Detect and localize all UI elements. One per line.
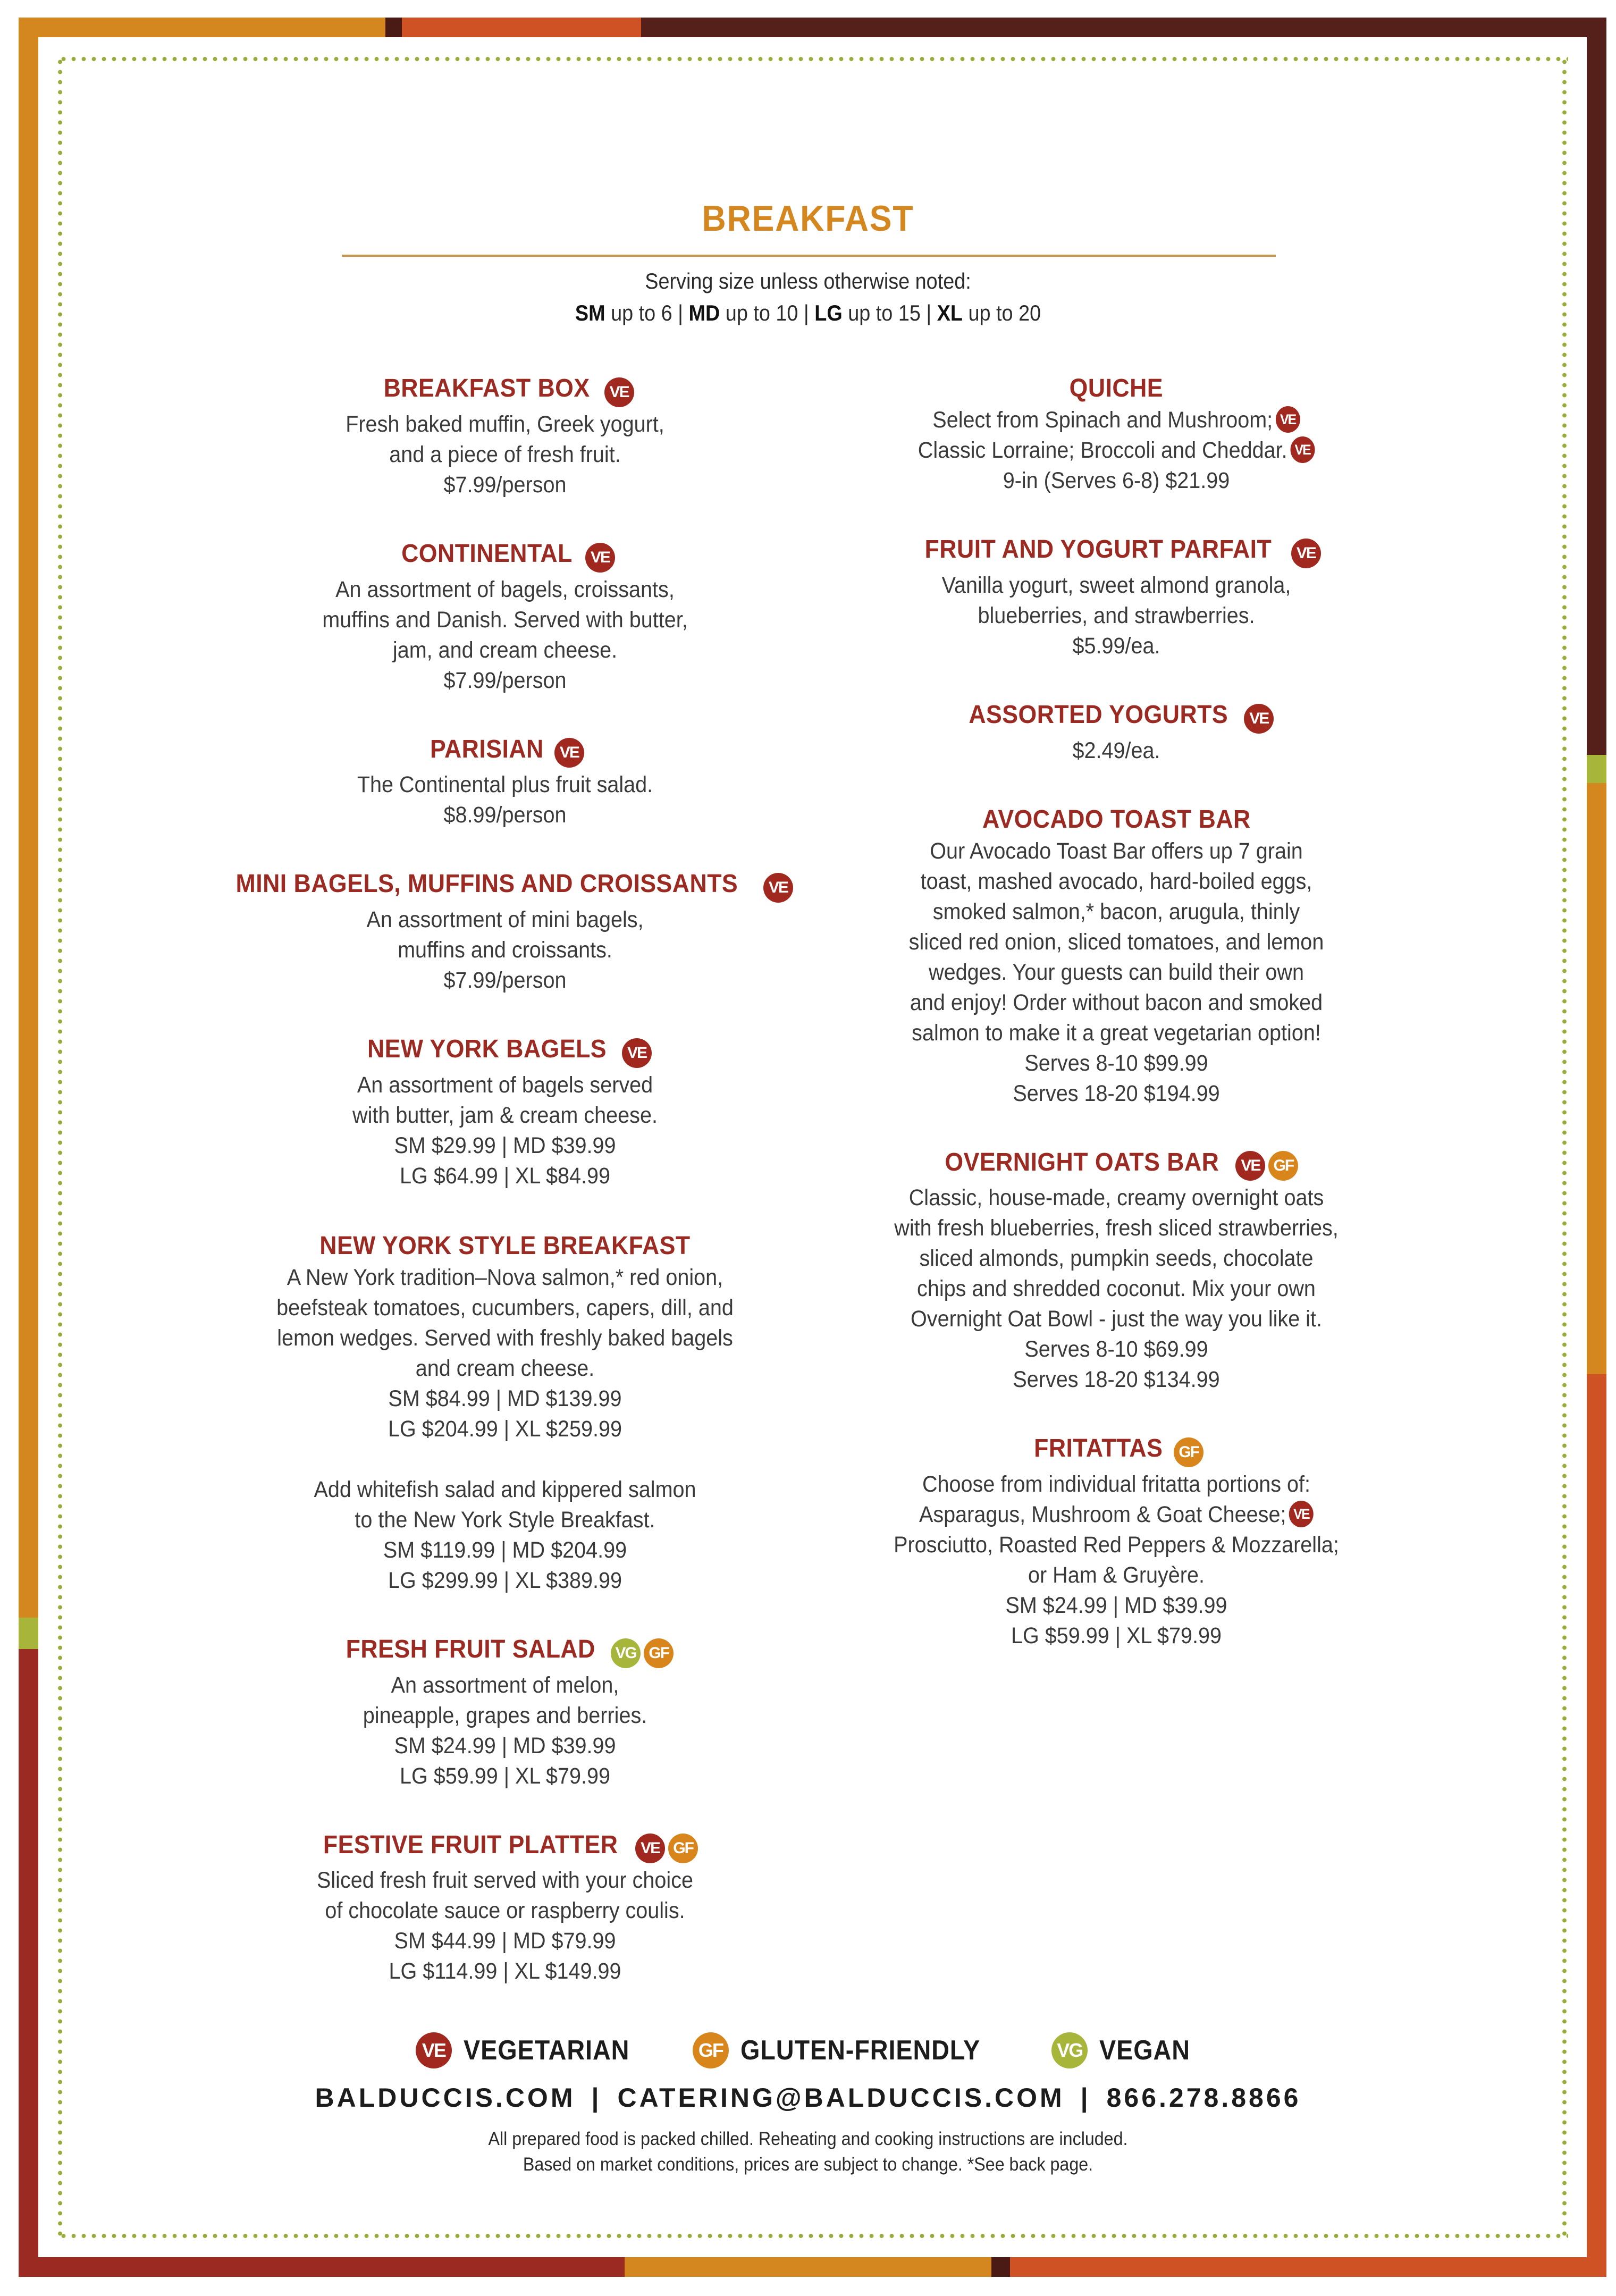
right-bar-brown [1587, 18, 1606, 755]
menu-item-description [845, 927, 1387, 957]
vegetarian-badge-icon: VE [1291, 539, 1321, 568]
size-range: up to 20 [962, 300, 1041, 325]
line-text: lemon wedges. Served with freshly baked bagels [277, 1325, 733, 1351]
menu-item-title: ASSORTED YOGURTS [969, 700, 1228, 729]
menu-item-description [845, 836, 1387, 867]
menu-item-description [845, 601, 1387, 631]
menu-item-title-row [821, 533, 1411, 570]
menu-item-title-row [210, 868, 800, 905]
menu-item [210, 1633, 800, 1792]
bottom-bar-divider [991, 2257, 1010, 2277]
menu-item [210, 868, 800, 996]
page-title: BREAKFAST [702, 198, 914, 239]
phone-number[interactable]: 866.278.8866 [1106, 2083, 1301, 2113]
line-text: An assortment of melon, [391, 1672, 619, 1698]
line-text: salmon to make it a great vegetarian option! [912, 1020, 1321, 1046]
line-text: smoked salmon,* bacon, arugula, thinly [932, 898, 1300, 924]
menu-item-title: OVERNIGHT OATS BAR [945, 1148, 1219, 1176]
menu-item [821, 803, 1411, 1109]
line-text: Our Avocado Toast Bar offers up 7 grain [930, 838, 1303, 864]
line-text: wedges. Your guests can build their own [929, 959, 1304, 985]
line-text: pineapple, grapes and berries. [363, 1702, 647, 1728]
gluten-friendly-badge-icon: GF [1174, 1437, 1203, 1467]
line-text: and a piece of fresh fruit. [389, 441, 621, 467]
line-text: Serves 18-20 $194.99 [1013, 1080, 1220, 1106]
line-text: Overnight Oat Bowl - just the way you like it. [911, 1306, 1322, 1332]
line-text: Fresh baked muffin, Greek yogurt, [346, 411, 664, 437]
menu-item [210, 537, 800, 696]
line-text: Classic, house-made, creamy overnight oats [908, 1185, 1324, 1211]
size-separator: | [672, 300, 689, 325]
menu-item-price [233, 1131, 776, 1161]
menu-item-price [233, 965, 776, 996]
dotted-border-top [58, 57, 1568, 61]
menu-item-price [233, 1956, 776, 1987]
line-text: muffins and Danish. Served with butter, [322, 607, 688, 633]
line-text: Sliced fresh fruit served with your choice [317, 1868, 693, 1894]
menu-item-description [845, 1243, 1387, 1274]
menu-item-title-row [210, 537, 800, 575]
menu-item-description [233, 409, 776, 440]
menu-item-title-row [821, 1146, 1411, 1183]
serving-note: Serving size unless otherwise noted: [645, 268, 971, 293]
line-text: $8.99/person [443, 802, 567, 828]
menu-item-title-row [210, 1230, 800, 1263]
line-text: A New York tradition–Nova salmon,* red onion, [287, 1264, 723, 1290]
line-text: Prosciutto, Roasted Red Peppers & Mozzarella; [894, 1532, 1339, 1558]
menu-item-description [845, 957, 1387, 988]
line-text: SM $29.99 | MD $39.99 [394, 1132, 616, 1158]
menu-item-title: BREAKFAST BOX [383, 374, 590, 402]
menu-item-title-row [821, 803, 1411, 836]
menu-item-title-row [210, 1829, 800, 1866]
line-text: Asparagus, Mushroom & Goat Cheese; [919, 1502, 1286, 1528]
menu-item-title-row [210, 1633, 800, 1670]
line-text: muffins and croissants. [398, 937, 612, 963]
menu-item [210, 1829, 800, 1987]
dotted-border-bottom [58, 2234, 1568, 2238]
line-text: Serves 8-10 $99.99 [1024, 1050, 1208, 1076]
menu-item-description [233, 605, 776, 635]
menu-item-price [845, 631, 1387, 661]
line-text: blueberries, and strawberries. [978, 602, 1255, 628]
menu-item-description [845, 1560, 1387, 1591]
menu-item-description [845, 988, 1387, 1018]
menu-item-description [233, 1293, 776, 1323]
menu-item-price [233, 1161, 776, 1191]
line-text: $7.99/person [443, 667, 567, 693]
menu-item-price [233, 1926, 776, 1956]
menu-item-price [845, 1365, 1387, 1395]
contact-line [0, 2082, 1616, 2113]
line-text: SM $44.99 | MD $79.99 [394, 1928, 616, 1954]
menu-item-title: NEW YORK STYLE BREAKFAST [319, 1231, 691, 1260]
legend-item [693, 2032, 1007, 2068]
menu-item-description [845, 1304, 1387, 1334]
vegetarian-badge-icon: VE [1289, 1501, 1314, 1527]
line-text: $2.49/ea. [1072, 737, 1160, 763]
menu-item-description [845, 1018, 1387, 1048]
menu-item-description [845, 1274, 1387, 1304]
line-text: $7.99/person [443, 968, 567, 994]
menu-item-description [233, 1070, 776, 1100]
menu-item-description [233, 1323, 776, 1353]
menu-item-description [233, 935, 776, 965]
dietary-legend [0, 2032, 1616, 2068]
line-text: jam, and cream cheese. [392, 637, 618, 663]
menu-item-description [845, 1530, 1387, 1560]
menu-item-price [845, 736, 1387, 766]
menu-item-description [233, 1505, 776, 1535]
menu-item-price [233, 1384, 776, 1414]
menu-item-description [845, 405, 1387, 435]
menu-item-price [233, 1535, 776, 1566]
size-separator: | [798, 300, 815, 325]
menu-item-description [233, 575, 776, 605]
size-range: up to 15 [842, 300, 921, 325]
size-code: MD [688, 300, 720, 325]
line-text: toast, mashed avocado, hard-boiled eggs, [920, 868, 1312, 894]
menu-item-title: AVOCADO TOAST BAR [982, 805, 1251, 834]
menu-item-description [845, 570, 1387, 601]
top-bar-orange [19, 18, 385, 37]
menu-column-right [821, 372, 1411, 1651]
menu-item-price [233, 1761, 776, 1792]
size-separator: | [920, 300, 937, 325]
menu-item-title: PARISIAN [430, 735, 544, 763]
menu-item [210, 1230, 800, 1596]
vegetarian-badge-icon: VE [635, 1834, 665, 1863]
menu-item-title: NEW YORK BAGELS [367, 1035, 607, 1064]
gluten-friendly-badge-icon: GF [668, 1834, 698, 1863]
size-code: LG [814, 300, 843, 325]
line-text: The Continental plus fruit salad. [357, 772, 653, 798]
menu-item-title-row [210, 1033, 800, 1070]
vegetarian-badge-icon: VE [1235, 1151, 1265, 1181]
line-text: Classic Lorraine; Broccoli and Cheddar. [918, 438, 1287, 463]
size-range: up to 6 [605, 300, 672, 325]
menu-column-left [210, 372, 800, 1987]
menu-item-title-row [821, 1432, 1411, 1469]
vegetarian-badge-icon: VE [604, 377, 634, 407]
legend-label: VEGETARIAN [463, 2035, 630, 2066]
line-text: with fresh blueberries, fresh sliced strawberries, [894, 1215, 1339, 1241]
bottom-bar-orange [625, 2257, 991, 2277]
menu-item-title: MINI BAGELS, MUFFINS AND CROISSANTS [235, 870, 738, 898]
menu-item-title: CONTINENTAL [401, 539, 573, 568]
email-link[interactable]: CATERING@BALDUCCIS.COM [617, 2083, 1065, 2113]
menu-item [210, 1033, 800, 1191]
menu-item-description [233, 635, 776, 666]
line-text: LG $114.99 | XL $149.99 [389, 1958, 621, 1984]
menu-item [821, 1432, 1411, 1651]
dotted-border-left [58, 57, 62, 2238]
line-text: sliced almonds, pumpkin seeds, chocolate [919, 1246, 1314, 1272]
vegan-badge-icon: VG [1051, 2032, 1088, 2068]
menu-item-description [233, 1100, 776, 1131]
vegetarian-badge-icon: VE [763, 873, 793, 903]
legend-item [416, 2032, 648, 2068]
legend-label: GLUTEN-FRIENDLY [740, 2035, 981, 2066]
size-range: up to 10 [720, 300, 798, 325]
gluten-friendly-badge-icon: GF [693, 2032, 729, 2068]
right-bar-orange [1587, 783, 1606, 1374]
line-text: SM $24.99 | MD $39.99 [1005, 1593, 1227, 1619]
line-text: Vanilla yogurt, sweet almond granola, [941, 572, 1291, 598]
menu-item [821, 372, 1411, 496]
menu-item-description [845, 435, 1387, 466]
serving-sizes [81, 300, 1535, 326]
line-text: An assortment of mini bagels, [366, 907, 644, 933]
line-text: LG $204.99 | XL $259.99 [388, 1416, 622, 1442]
menu-item-description [845, 1469, 1387, 1500]
menu-item-price [233, 1414, 776, 1444]
footnote-pricing: Based on market conditions, prices are subject to change. *See back page. [523, 2154, 1093, 2175]
line-text: to the New York Style Breakfast. [355, 1507, 655, 1533]
line-text: LG $299.99 | XL $389.99 [388, 1567, 622, 1593]
menu-item-description [233, 1896, 776, 1926]
menu-item-description [233, 1475, 776, 1505]
left-bar-red [19, 1649, 38, 2277]
vegetarian-badge-icon: VE [554, 738, 584, 768]
menu-item-price [845, 1079, 1387, 1109]
vegetarian-badge-icon: VE [1276, 406, 1300, 433]
menu-item [821, 1146, 1411, 1395]
website-link[interactable]: BALDUCCIS.COM [315, 2083, 576, 2113]
line-text: $5.99/ea. [1072, 633, 1160, 659]
vegetarian-badge-icon: VE [416, 2032, 452, 2068]
menu-item [210, 372, 800, 500]
line-text: beefsteak tomatoes, cucumbers, capers, dill, and [276, 1294, 734, 1321]
menu-item [821, 533, 1411, 661]
menu-item-title: FRUIT AND YOGURT PARFAIT [924, 535, 1272, 564]
top-bar-red-orange [402, 18, 641, 37]
top-bar-brown [641, 18, 1606, 37]
line-text: Serves 18-20 $134.99 [1013, 1367, 1220, 1393]
size-code: XL [937, 300, 963, 325]
dotted-border-right [1562, 57, 1567, 2238]
menu-item-description [845, 1183, 1387, 1213]
vegetarian-badge-icon: VE [1290, 436, 1315, 463]
menu-item-title-row [210, 733, 800, 770]
right-bar-green [1587, 755, 1606, 783]
menu-item-description [233, 440, 776, 470]
line-text: An assortment of bagels, croissants, [335, 576, 675, 602]
menu-item-price [845, 1591, 1387, 1621]
line-text: LG $59.99 | XL $79.99 [1011, 1623, 1222, 1649]
line-text: SM $84.99 | MD $139.99 [388, 1385, 622, 1411]
menu-item [821, 699, 1411, 766]
contact-separator: | [1080, 2083, 1091, 2113]
menu-item-price [233, 1566, 776, 1596]
size-code: SM [575, 300, 605, 325]
line-text: $7.99/person [443, 472, 567, 498]
menu-item-price [233, 470, 776, 500]
legend-label: VEGAN [1099, 2035, 1191, 2066]
line-text: LG $64.99 | XL $84.99 [400, 1163, 610, 1189]
menu-item-price [845, 466, 1387, 496]
menu-item-title: QUICHE [1069, 374, 1164, 402]
menu-item-description [845, 867, 1387, 897]
line-text: chips and shredded coconut. Mix your own [917, 1276, 1316, 1302]
legend-item [1051, 2032, 1200, 2068]
menu-item-description [233, 770, 776, 800]
menu-item-description [845, 897, 1387, 927]
top-bar-divider [385, 18, 402, 37]
left-bar-green [19, 1618, 38, 1649]
bottom-bar-red-orange [1010, 2257, 1606, 2277]
menu-item-price [845, 1048, 1387, 1079]
menu-item-price [845, 1621, 1387, 1651]
line-text: Serves 8-10 $69.99 [1024, 1336, 1208, 1363]
line-text: 9-in (Serves 6-8) $21.99 [1003, 468, 1230, 493]
menu-item-description [233, 1670, 776, 1701]
left-bar-orange [19, 18, 38, 1618]
menu-item-description [845, 1500, 1387, 1530]
footnote-packing: All prepared food is packed chilled. Reheating and cooking instructions are included. [488, 2129, 1128, 2149]
menu-item-description [233, 1353, 776, 1384]
menu-item-title-row [821, 699, 1411, 736]
menu-item-title: FESTIVE FRUIT PLATTER [323, 1830, 618, 1859]
line-text: SM $119.99 | MD $204.99 [383, 1537, 627, 1563]
menu-item-description [233, 1444, 776, 1475]
line-text: Select from Spinach and Mushroom; [932, 407, 1273, 433]
menu-item-title: FRITATTAS [1033, 1434, 1163, 1463]
menu-item [210, 733, 800, 831]
line-text: An assortment of bagels served [357, 1072, 653, 1098]
menu-item-title-row [210, 372, 800, 409]
line-text: or Ham & Gruyère. [1028, 1562, 1205, 1588]
line-text: with butter, jam & cream cheese. [352, 1102, 658, 1128]
line-text: LG $59.99 | XL $79.99 [400, 1763, 610, 1789]
menu-item-price [845, 1334, 1387, 1365]
right-bar-red-orange [1587, 1374, 1606, 2277]
title-divider [342, 255, 1276, 257]
line-text: Choose from individual fritatta portions of: [922, 1471, 1311, 1498]
vegetarian-badge-icon: VE [585, 543, 615, 573]
line-text: sliced red onion, sliced tomatoes, and lemon [908, 929, 1324, 955]
gluten-friendly-badge-icon: GF [1268, 1151, 1298, 1181]
menu-item-title-row [821, 372, 1411, 405]
line-text: and cream cheese. [415, 1355, 595, 1381]
line-text: SM $24.99 | MD $39.99 [394, 1732, 616, 1759]
gluten-friendly-badge-icon: GF [644, 1638, 674, 1668]
menu-item-description [233, 1701, 776, 1731]
menu-item-description [233, 1865, 776, 1896]
vegetarian-badge-icon: VE [622, 1038, 652, 1068]
line-text: and enjoy! Order without bacon and smoked [910, 989, 1323, 1015]
menu-item-description [233, 905, 776, 935]
menu-item-price [233, 1731, 776, 1761]
line-text: Add whitefish salad and kippered salmon [314, 1476, 696, 1502]
menu-item-title: FRESH FRUIT SALAD [346, 1635, 595, 1663]
line-text: of chocolate sauce or raspberry coulis. [325, 1898, 685, 1924]
menu-item-price [233, 666, 776, 696]
vegetarian-badge-icon: VE [1244, 704, 1274, 734]
menu-item-price [233, 800, 776, 830]
menu-item-description [233, 1263, 776, 1293]
menu-item-description [845, 1213, 1387, 1243]
vegan-badge-icon: VG [611, 1638, 641, 1668]
contact-separator: | [591, 2083, 602, 2113]
bottom-bar-red [19, 2257, 625, 2277]
